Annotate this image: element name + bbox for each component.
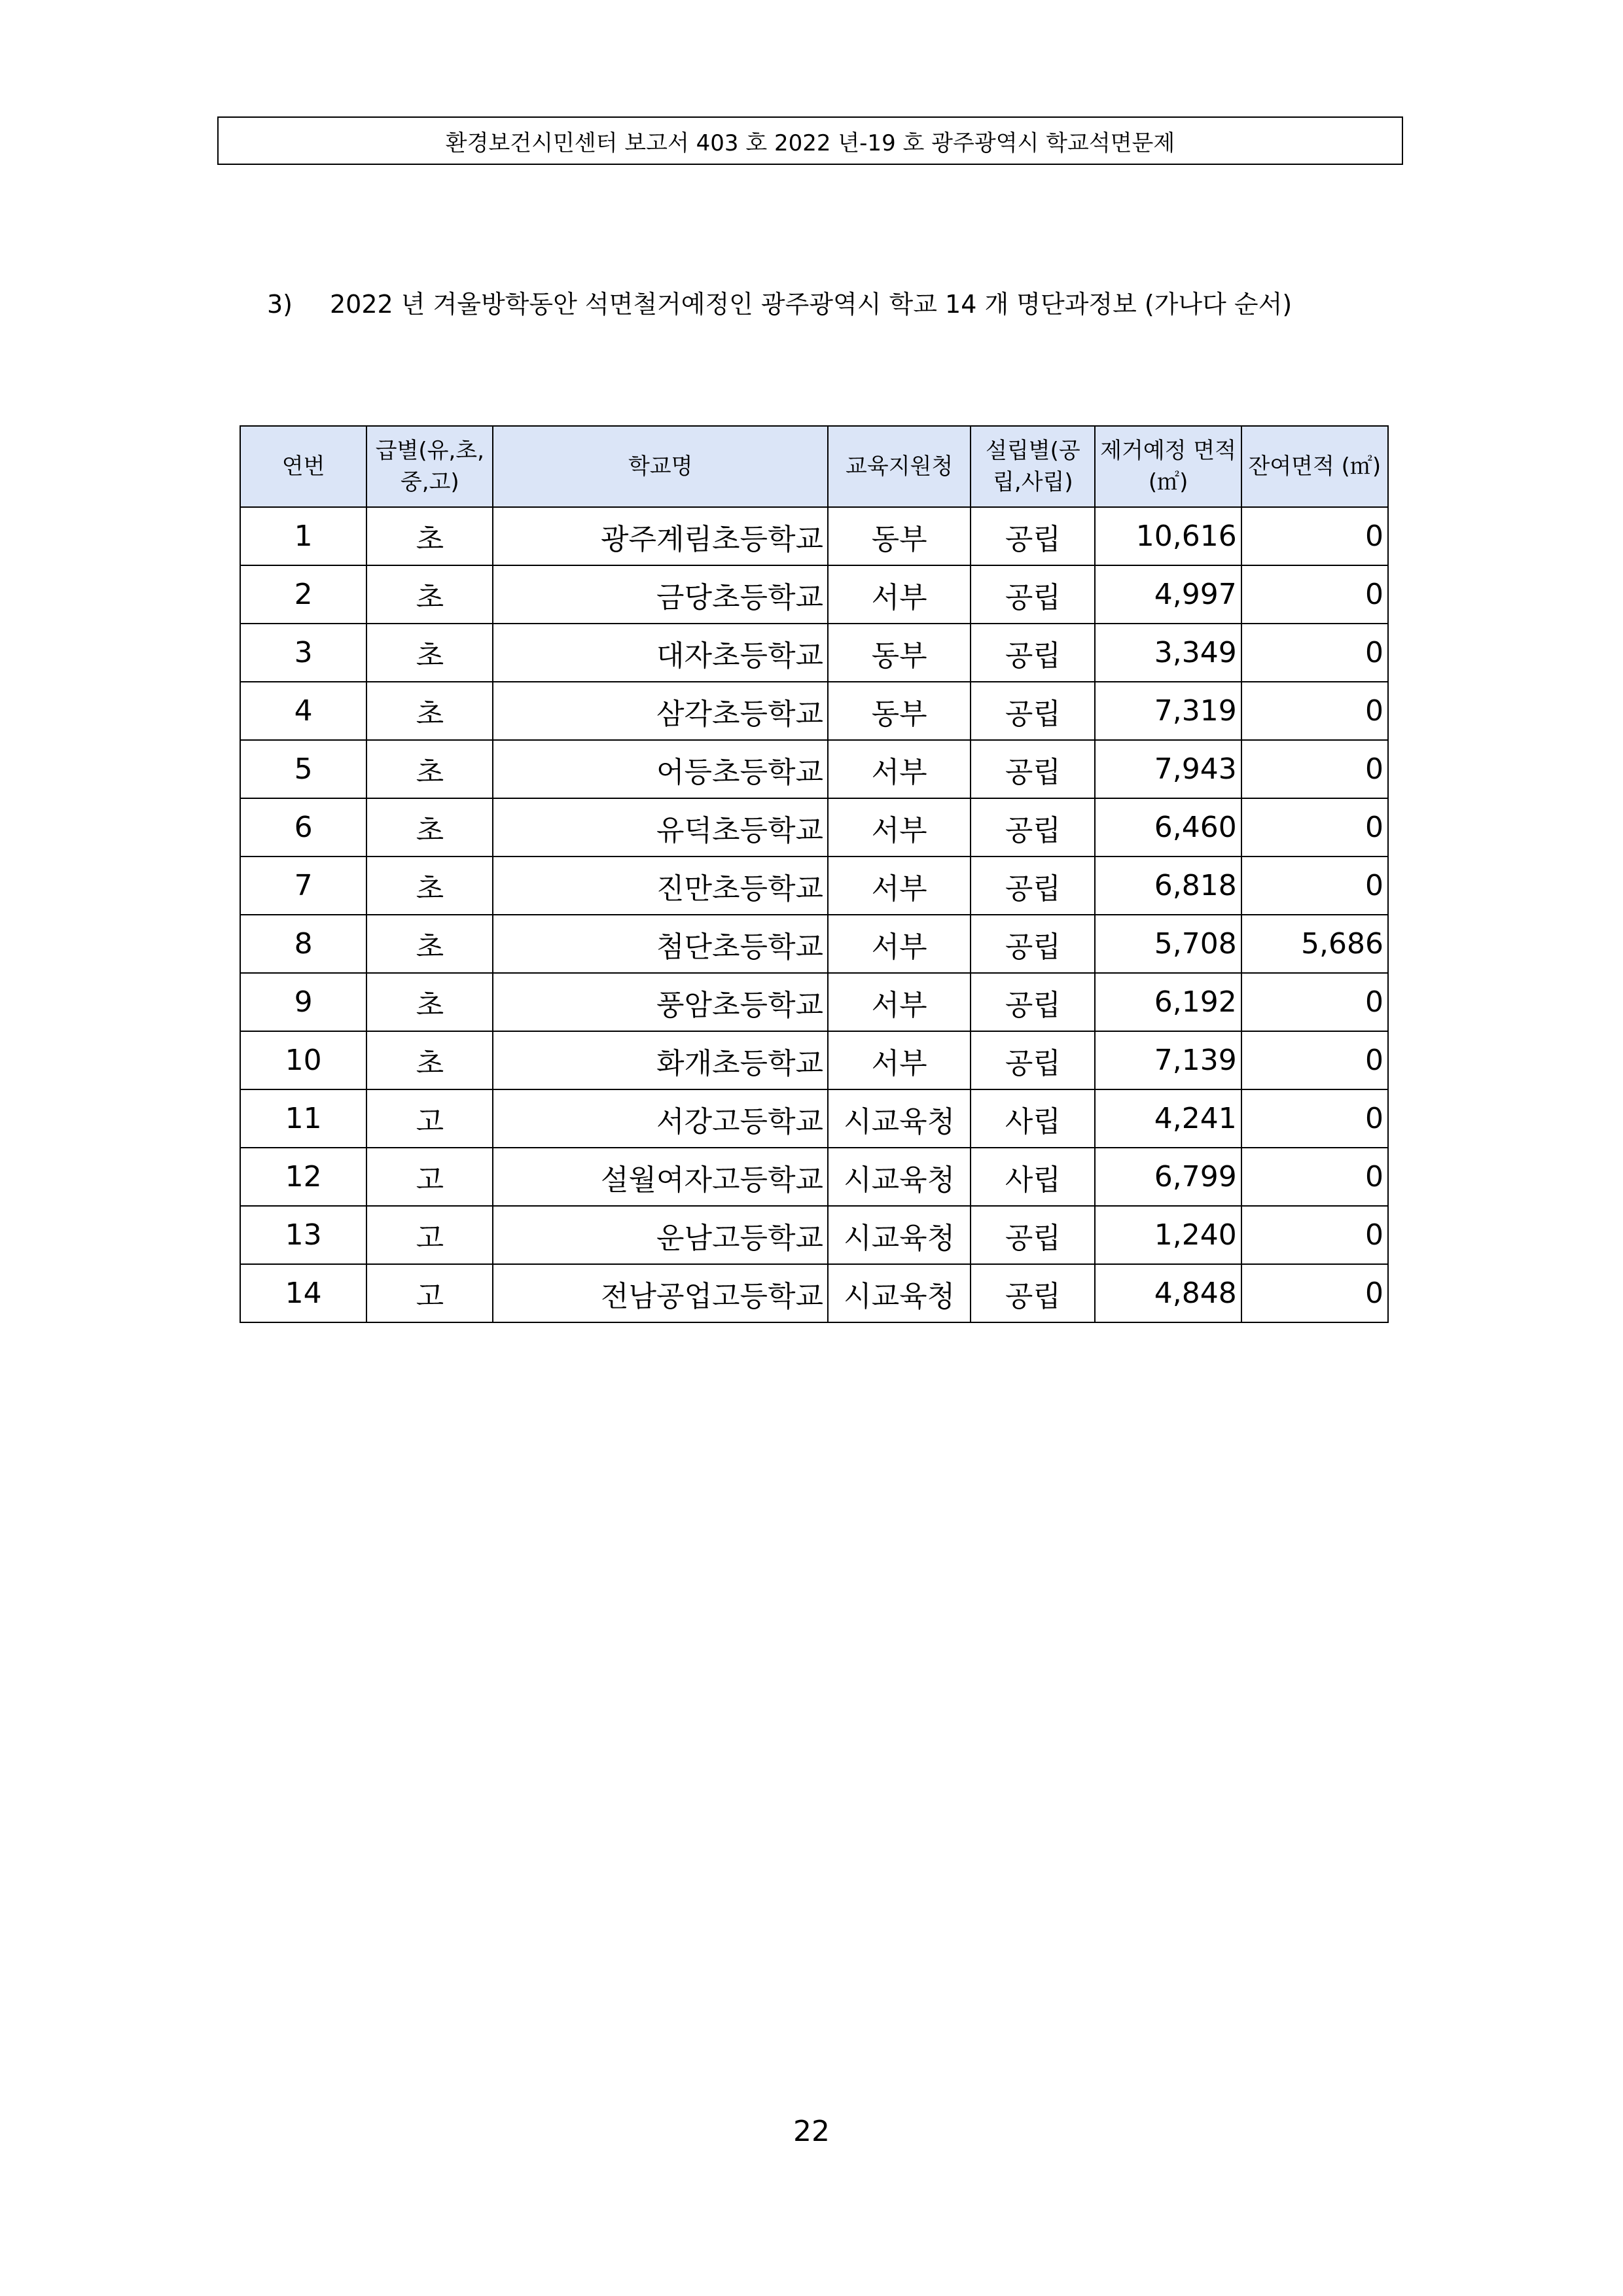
cell-school-name: 풍암초등학교 bbox=[493, 973, 828, 1031]
cell-establishment: 공립 bbox=[971, 915, 1095, 973]
cell-school-name: 설월여자고등학교 bbox=[493, 1148, 828, 1206]
section-title: 2022 년 겨울방학동안 석면철거예정인 광주광역시 학교 14 개 명단과정보 (가나다 순서) bbox=[330, 290, 1293, 319]
cell-establishment: 공립 bbox=[971, 507, 1095, 565]
table-row bbox=[240, 1264, 1388, 1322]
cell-remaining-area: 0 bbox=[1241, 1148, 1388, 1206]
cell-level: 초 bbox=[366, 624, 493, 682]
cell-level: 초 bbox=[366, 857, 493, 915]
cell-education-office: 동부 bbox=[828, 624, 971, 682]
cell-number: 11 bbox=[240, 1089, 366, 1148]
cell-school-name: 서강고등학교 bbox=[493, 1089, 828, 1148]
cell-removal-area: 4,997 bbox=[1095, 565, 1241, 624]
cell-remaining-area: 0 bbox=[1241, 565, 1388, 624]
header-cell-school-name: 학교명 bbox=[493, 426, 828, 507]
cell-establishment: 공립 bbox=[971, 624, 1095, 682]
cell-level: 초 bbox=[366, 915, 493, 973]
cell-remaining-area: 5,686 bbox=[1241, 915, 1388, 973]
cell-removal-area: 6,192 bbox=[1095, 973, 1241, 1031]
header-cell-establishment: 설립별(공립,사립) bbox=[971, 426, 1095, 507]
cell-number: 1 bbox=[240, 507, 366, 565]
table-row bbox=[240, 1206, 1388, 1264]
cell-school-name: 어등초등학교 bbox=[493, 740, 828, 798]
cell-remaining-area: 0 bbox=[1241, 1206, 1388, 1264]
table-row bbox=[240, 798, 1388, 857]
cell-removal-area: 6,818 bbox=[1095, 857, 1241, 915]
cell-establishment: 공립 bbox=[971, 1031, 1095, 1089]
table-row bbox=[240, 915, 1388, 973]
cell-number: 4 bbox=[240, 682, 366, 740]
cell-number: 13 bbox=[240, 1206, 366, 1264]
table-row bbox=[240, 1148, 1388, 1206]
cell-establishment: 공립 bbox=[971, 1264, 1095, 1322]
cell-remaining-area: 0 bbox=[1241, 507, 1388, 565]
table-row bbox=[240, 973, 1388, 1031]
cell-education-office: 동부 bbox=[828, 507, 971, 565]
cell-education-office: 서부 bbox=[828, 740, 971, 798]
header-cell-number: 연번 bbox=[240, 426, 366, 507]
cell-school-name: 금당초등학교 bbox=[493, 565, 828, 624]
cell-level: 초 bbox=[366, 798, 493, 857]
page-number: 22 bbox=[793, 2115, 830, 2148]
table-row bbox=[240, 857, 1388, 915]
table-row bbox=[240, 624, 1388, 682]
cell-school-name: 삼각초등학교 bbox=[493, 682, 828, 740]
table-row bbox=[240, 1089, 1388, 1148]
cell-remaining-area: 0 bbox=[1241, 682, 1388, 740]
report-header-text: 환경보건시민센터 보고서 403 호 2022 년-19 호 광주광역시 학교석면문제 bbox=[445, 130, 1175, 156]
table-body bbox=[240, 507, 1388, 1322]
cell-establishment: 사립 bbox=[971, 1148, 1095, 1206]
cell-education-office: 시교육청 bbox=[828, 1264, 971, 1322]
cell-education-office: 시교육청 bbox=[828, 1089, 971, 1148]
section-heading bbox=[267, 283, 1380, 326]
cell-number: 5 bbox=[240, 740, 366, 798]
header-cell-level: 급별(유,초,중,고) bbox=[366, 426, 493, 507]
cell-establishment: 공립 bbox=[971, 857, 1095, 915]
cell-remaining-area: 0 bbox=[1241, 798, 1388, 857]
cell-number: 3 bbox=[240, 624, 366, 682]
report-header bbox=[217, 116, 1403, 165]
cell-removal-area: 4,848 bbox=[1095, 1264, 1241, 1322]
cell-number: 14 bbox=[240, 1264, 366, 1322]
cell-establishment: 공립 bbox=[971, 740, 1095, 798]
cell-remaining-area: 0 bbox=[1241, 624, 1388, 682]
cell-level: 초 bbox=[366, 973, 493, 1031]
cell-education-office: 시교육청 bbox=[828, 1148, 971, 1206]
cell-establishment: 공립 bbox=[971, 565, 1095, 624]
cell-level: 고 bbox=[366, 1089, 493, 1148]
cell-level: 초 bbox=[366, 565, 493, 624]
cell-remaining-area: 0 bbox=[1241, 1264, 1388, 1322]
cell-number: 10 bbox=[240, 1031, 366, 1089]
cell-education-office: 서부 bbox=[828, 1031, 971, 1089]
cell-establishment: 공립 bbox=[971, 973, 1095, 1031]
table-header-row bbox=[240, 426, 1388, 507]
cell-education-office: 서부 bbox=[828, 565, 971, 624]
cell-removal-area: 3,349 bbox=[1095, 624, 1241, 682]
cell-school-name: 첨단초등학교 bbox=[493, 915, 828, 973]
table-row bbox=[240, 565, 1388, 624]
header-cell-removal-area: 제거예정 면적(㎡) bbox=[1095, 426, 1241, 507]
cell-number: 12 bbox=[240, 1148, 366, 1206]
cell-education-office: 서부 bbox=[828, 973, 971, 1031]
header-cell-remaining-area: 잔여면적 (㎡) bbox=[1241, 426, 1388, 507]
cell-education-office: 서부 bbox=[828, 798, 971, 857]
table-row bbox=[240, 507, 1388, 565]
cell-level: 고 bbox=[366, 1148, 493, 1206]
cell-removal-area: 10,616 bbox=[1095, 507, 1241, 565]
cell-school-name: 대자초등학교 bbox=[493, 624, 828, 682]
cell-establishment: 공립 bbox=[971, 682, 1095, 740]
cell-number: 9 bbox=[240, 973, 366, 1031]
cell-removal-area: 7,319 bbox=[1095, 682, 1241, 740]
cell-establishment: 사립 bbox=[971, 1089, 1095, 1148]
cell-school-name: 전남공업고등학교 bbox=[493, 1264, 828, 1322]
cell-school-name: 운남고등학교 bbox=[493, 1206, 828, 1264]
cell-school-name: 진만초등학교 bbox=[493, 857, 828, 915]
cell-education-office: 시교육청 bbox=[828, 1206, 971, 1264]
header-cell-education-office: 교육지원청 bbox=[828, 426, 971, 507]
cell-number: 7 bbox=[240, 857, 366, 915]
cell-number: 8 bbox=[240, 915, 366, 973]
cell-school-name: 화개초등학교 bbox=[493, 1031, 828, 1089]
table-row bbox=[240, 740, 1388, 798]
cell-school-name: 유덕초등학교 bbox=[493, 798, 828, 857]
cell-number: 2 bbox=[240, 565, 366, 624]
cell-level: 초 bbox=[366, 682, 493, 740]
cell-level: 고 bbox=[366, 1264, 493, 1322]
cell-establishment: 공립 bbox=[971, 798, 1095, 857]
cell-number: 6 bbox=[240, 798, 366, 857]
cell-removal-area: 1,240 bbox=[1095, 1206, 1241, 1264]
cell-level: 초 bbox=[366, 507, 493, 565]
school-table bbox=[240, 425, 1389, 1323]
cell-remaining-area: 0 bbox=[1241, 1031, 1388, 1089]
section-number: 3) bbox=[267, 290, 293, 319]
cell-remaining-area: 0 bbox=[1241, 857, 1388, 915]
cell-removal-area: 6,460 bbox=[1095, 798, 1241, 857]
cell-school-name: 광주계림초등학교 bbox=[493, 507, 828, 565]
cell-education-office: 서부 bbox=[828, 915, 971, 973]
cell-level: 고 bbox=[366, 1206, 493, 1264]
cell-remaining-area: 0 bbox=[1241, 740, 1388, 798]
cell-removal-area: 6,799 bbox=[1095, 1148, 1241, 1206]
cell-level: 초 bbox=[366, 1031, 493, 1089]
cell-removal-area: 7,139 bbox=[1095, 1031, 1241, 1089]
cell-education-office: 서부 bbox=[828, 857, 971, 915]
cell-level: 초 bbox=[366, 740, 493, 798]
table-row bbox=[240, 1031, 1388, 1089]
cell-establishment: 공립 bbox=[971, 1206, 1095, 1264]
cell-remaining-area: 0 bbox=[1241, 973, 1388, 1031]
cell-removal-area: 7,943 bbox=[1095, 740, 1241, 798]
cell-removal-area: 4,241 bbox=[1095, 1089, 1241, 1148]
cell-removal-area: 5,708 bbox=[1095, 915, 1241, 973]
table-row bbox=[240, 682, 1388, 740]
cell-remaining-area: 0 bbox=[1241, 1089, 1388, 1148]
cell-education-office: 동부 bbox=[828, 682, 971, 740]
